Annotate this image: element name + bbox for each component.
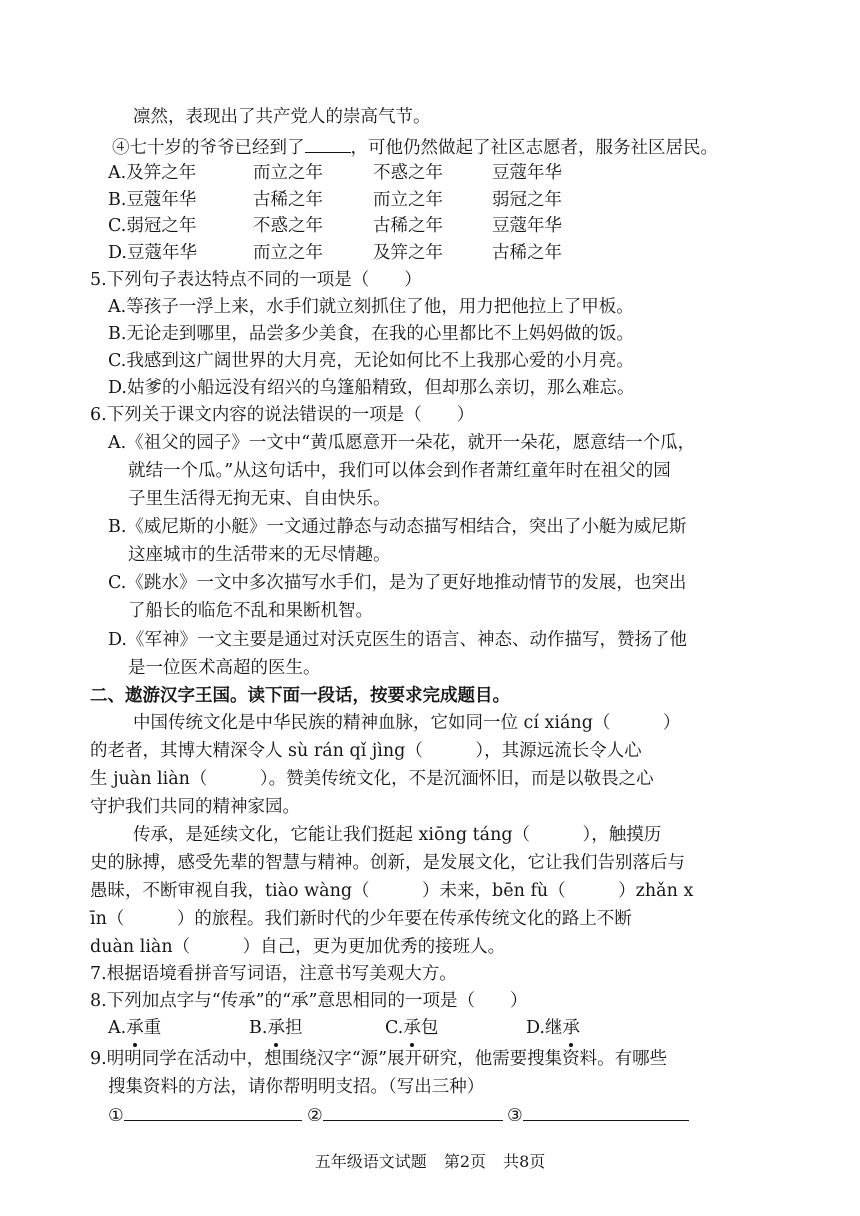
q4-option-c-1[interactable]: C.弱冠之年 [108,216,197,236]
q8-option-a-dotted-char: 承 [126,1015,144,1041]
q4-option-a-3: 不惑之年 [373,163,443,183]
q4-sentence-4 [112,134,718,161]
q6-option-a-line2: 就结一个瓜。”从这句话中，我们可以体会到作者萧红童年时在祖父的园 [128,461,671,481]
q8-option-a[interactable] [108,1015,161,1041]
q9-marker-1: ① [108,1106,124,1126]
q8-option-a-prefix: A. [108,1018,127,1038]
footer-page: 第2页 [443,1152,486,1171]
section-2-heading: 二、遨游汉字王国。读下面一段话，按要求完成题目。 [90,686,510,706]
q6-option-a-line3: 子里生活得无拘无束、自由快乐。 [128,489,391,509]
q4-option-b-1[interactable]: B.豆蔻年华 [108,190,197,210]
q6-option-d-line1[interactable]: D.《军神》一文主要是通过对沃克医生的语言、神态、动作描写，赞扬了他 [108,630,687,650]
q4-sentence-4-post: ，可他仍然做起了社区志愿者，服务社区居民。 [350,138,718,158]
footer-total: 共8页 [503,1152,546,1171]
q6-option-d-line2: 是一位医术高超的医生。 [128,658,321,678]
q5-stem: 5.下列句子表达特点不同的一项是（ ） [90,270,422,290]
q9-blank-1[interactable] [124,1102,302,1121]
q8-option-d-dotted-char: 承 [562,1015,580,1041]
q8-option-c-prefix: C. [385,1018,404,1038]
q4-option-c-2: 不惑之年 [253,216,323,236]
q6-option-c-line2: 了船长的临危不乱和果断机智。 [128,601,373,621]
q9-stem-line1: 9.明明同学在活动中，想围绕汉字“源”展开研究，他需要搜集资料。有哪些 [90,1049,668,1069]
q6-stem: 6.下列关于课文内容的说法错误的一项是（ ） [90,405,475,425]
q8-option-d-prefix: D.继 [526,1018,563,1038]
q4-sentence-4-pre: ④七十岁的爷爷已经到了 [112,138,305,158]
q8-option-c-suffix: 包 [420,1018,439,1038]
q4-option-a-1[interactable]: A.及笄之年 [108,163,197,183]
passage-line-8: īn（ ）的旅程。我们新时代的少年要在传承传统文化的路上不断 [90,909,632,929]
passage-line-5: 传承，是延续文化，它能让我们挺起 xiōng táng（ ），触摸历 [133,825,662,845]
q9-marker-2: ② [307,1106,323,1126]
q4-option-d-2: 而立之年 [253,243,323,263]
passage-line-6: 史的脉搏，感受先辈的智慧与精神。创新，是发展文化，它让我们告别落后与 [90,853,685,873]
q4-continuation: 凛然，表现出了共产党人的崇高气节。 [133,107,431,127]
q4-option-b-2: 古稀之年 [253,190,323,210]
q8-option-c-dotted-char: 承 [403,1015,421,1041]
q8-option-b[interactable] [249,1015,302,1041]
q9-blank-3[interactable] [523,1102,689,1121]
q9-answer-1[interactable] [108,1102,302,1129]
passage-line-7: 愚昧，不断审视自我，tiào wàng（ ）未来，bēn fù（ ）zhǎn x [90,881,694,901]
q4-blank[interactable] [305,134,351,153]
q6-option-a-line1[interactable]: A.《祖父的园子》一文中“黄瓜愿意开一朵花，就开一朵花，愿意结一个瓜， [108,433,696,453]
q5-option-d[interactable]: D.姑爹的小船远没有绍兴的乌篷船精致，但却那么亲切，那么难忘。 [108,378,635,398]
q9-answer-2[interactable] [307,1102,503,1129]
passage-line-3: 生 juàn liàn（ ）。赞美传统文化，不是沉湎怀旧，而是以敬畏之心 [90,769,654,789]
q8-stem: 8.下列加点字与“传承”的“承”意思相同的一项是（ ） [90,991,528,1011]
q4-option-c-4: 豆蔻年华 [492,216,562,236]
q5-option-b[interactable]: B.无论走到哪里，品尝多少美食，在我的心里都比不上妈妈做的饭。 [108,324,634,344]
q6-option-b-line1[interactable]: B.《威尼斯的小艇》一文通过静态与动态描写相结合，突出了小艇为威尼斯 [108,517,687,537]
q4-option-b-3: 而立之年 [373,190,443,210]
page-footer [0,1150,860,1174]
q9-blank-2[interactable] [323,1102,503,1121]
q4-option-d-3: 及笄之年 [373,243,443,263]
passage-line-4: 守护我们共同的精神家园。 [90,797,300,817]
q5-option-a[interactable]: A.等孩子一浮上来，水手们就立刻抓住了他，用力把他拉上了甲板。 [108,297,634,317]
q4-option-d-1[interactable]: D.豆蔻年华 [108,243,197,263]
q9-marker-3: ③ [507,1106,523,1126]
q8-option-c[interactable] [385,1015,438,1041]
footer-title: 五年级语文试题 [314,1152,427,1171]
q4-option-b-4: 弱冠之年 [492,190,562,210]
q9-stem-line2: 搜集资料的方法，请你帮明明支招。（写出三种） [108,1077,485,1097]
q4-option-a-4: 豆蔻年华 [492,163,562,183]
passage-line-2: 的老者，其博大精深令人 sù rán qǐ jìng（ ），其源远流长令人心 [90,741,642,761]
q7-stem: 7.根据语境看拼音写词语，注意书写美观大方。 [90,964,457,984]
q4-option-d-4: 古稀之年 [492,243,562,263]
q8-option-b-dotted-char: 承 [267,1015,285,1041]
passage-line-9: duàn liàn（ ）自己，更为更加优秀的接班人。 [90,937,506,957]
q4-option-c-3: 古稀之年 [373,216,443,236]
q6-option-c-line1[interactable]: C.《跳水》一文中多次描写水手们，是为了更好地推动情节的发展，也突出 [108,573,687,593]
q8-option-b-suffix: 担 [284,1018,303,1038]
q6-option-b-line2: 这座城市的生活带来的无尽情趣。 [128,545,391,565]
q5-option-c[interactable]: C.我感到这广阔世界的大月亮，无论如何比不上我那心爱的小月亮。 [108,351,634,371]
q8-option-d[interactable] [526,1015,580,1041]
q4-option-a-2: 而立之年 [253,163,323,183]
q8-option-b-prefix: B. [249,1018,268,1038]
passage-line-1: 中国传统文化是中华民族的精神血脉，它如同一位 cí xiáng（ ） [133,713,681,733]
q8-option-a-suffix: 重 [143,1018,162,1038]
q9-answer-3[interactable] [507,1102,689,1129]
